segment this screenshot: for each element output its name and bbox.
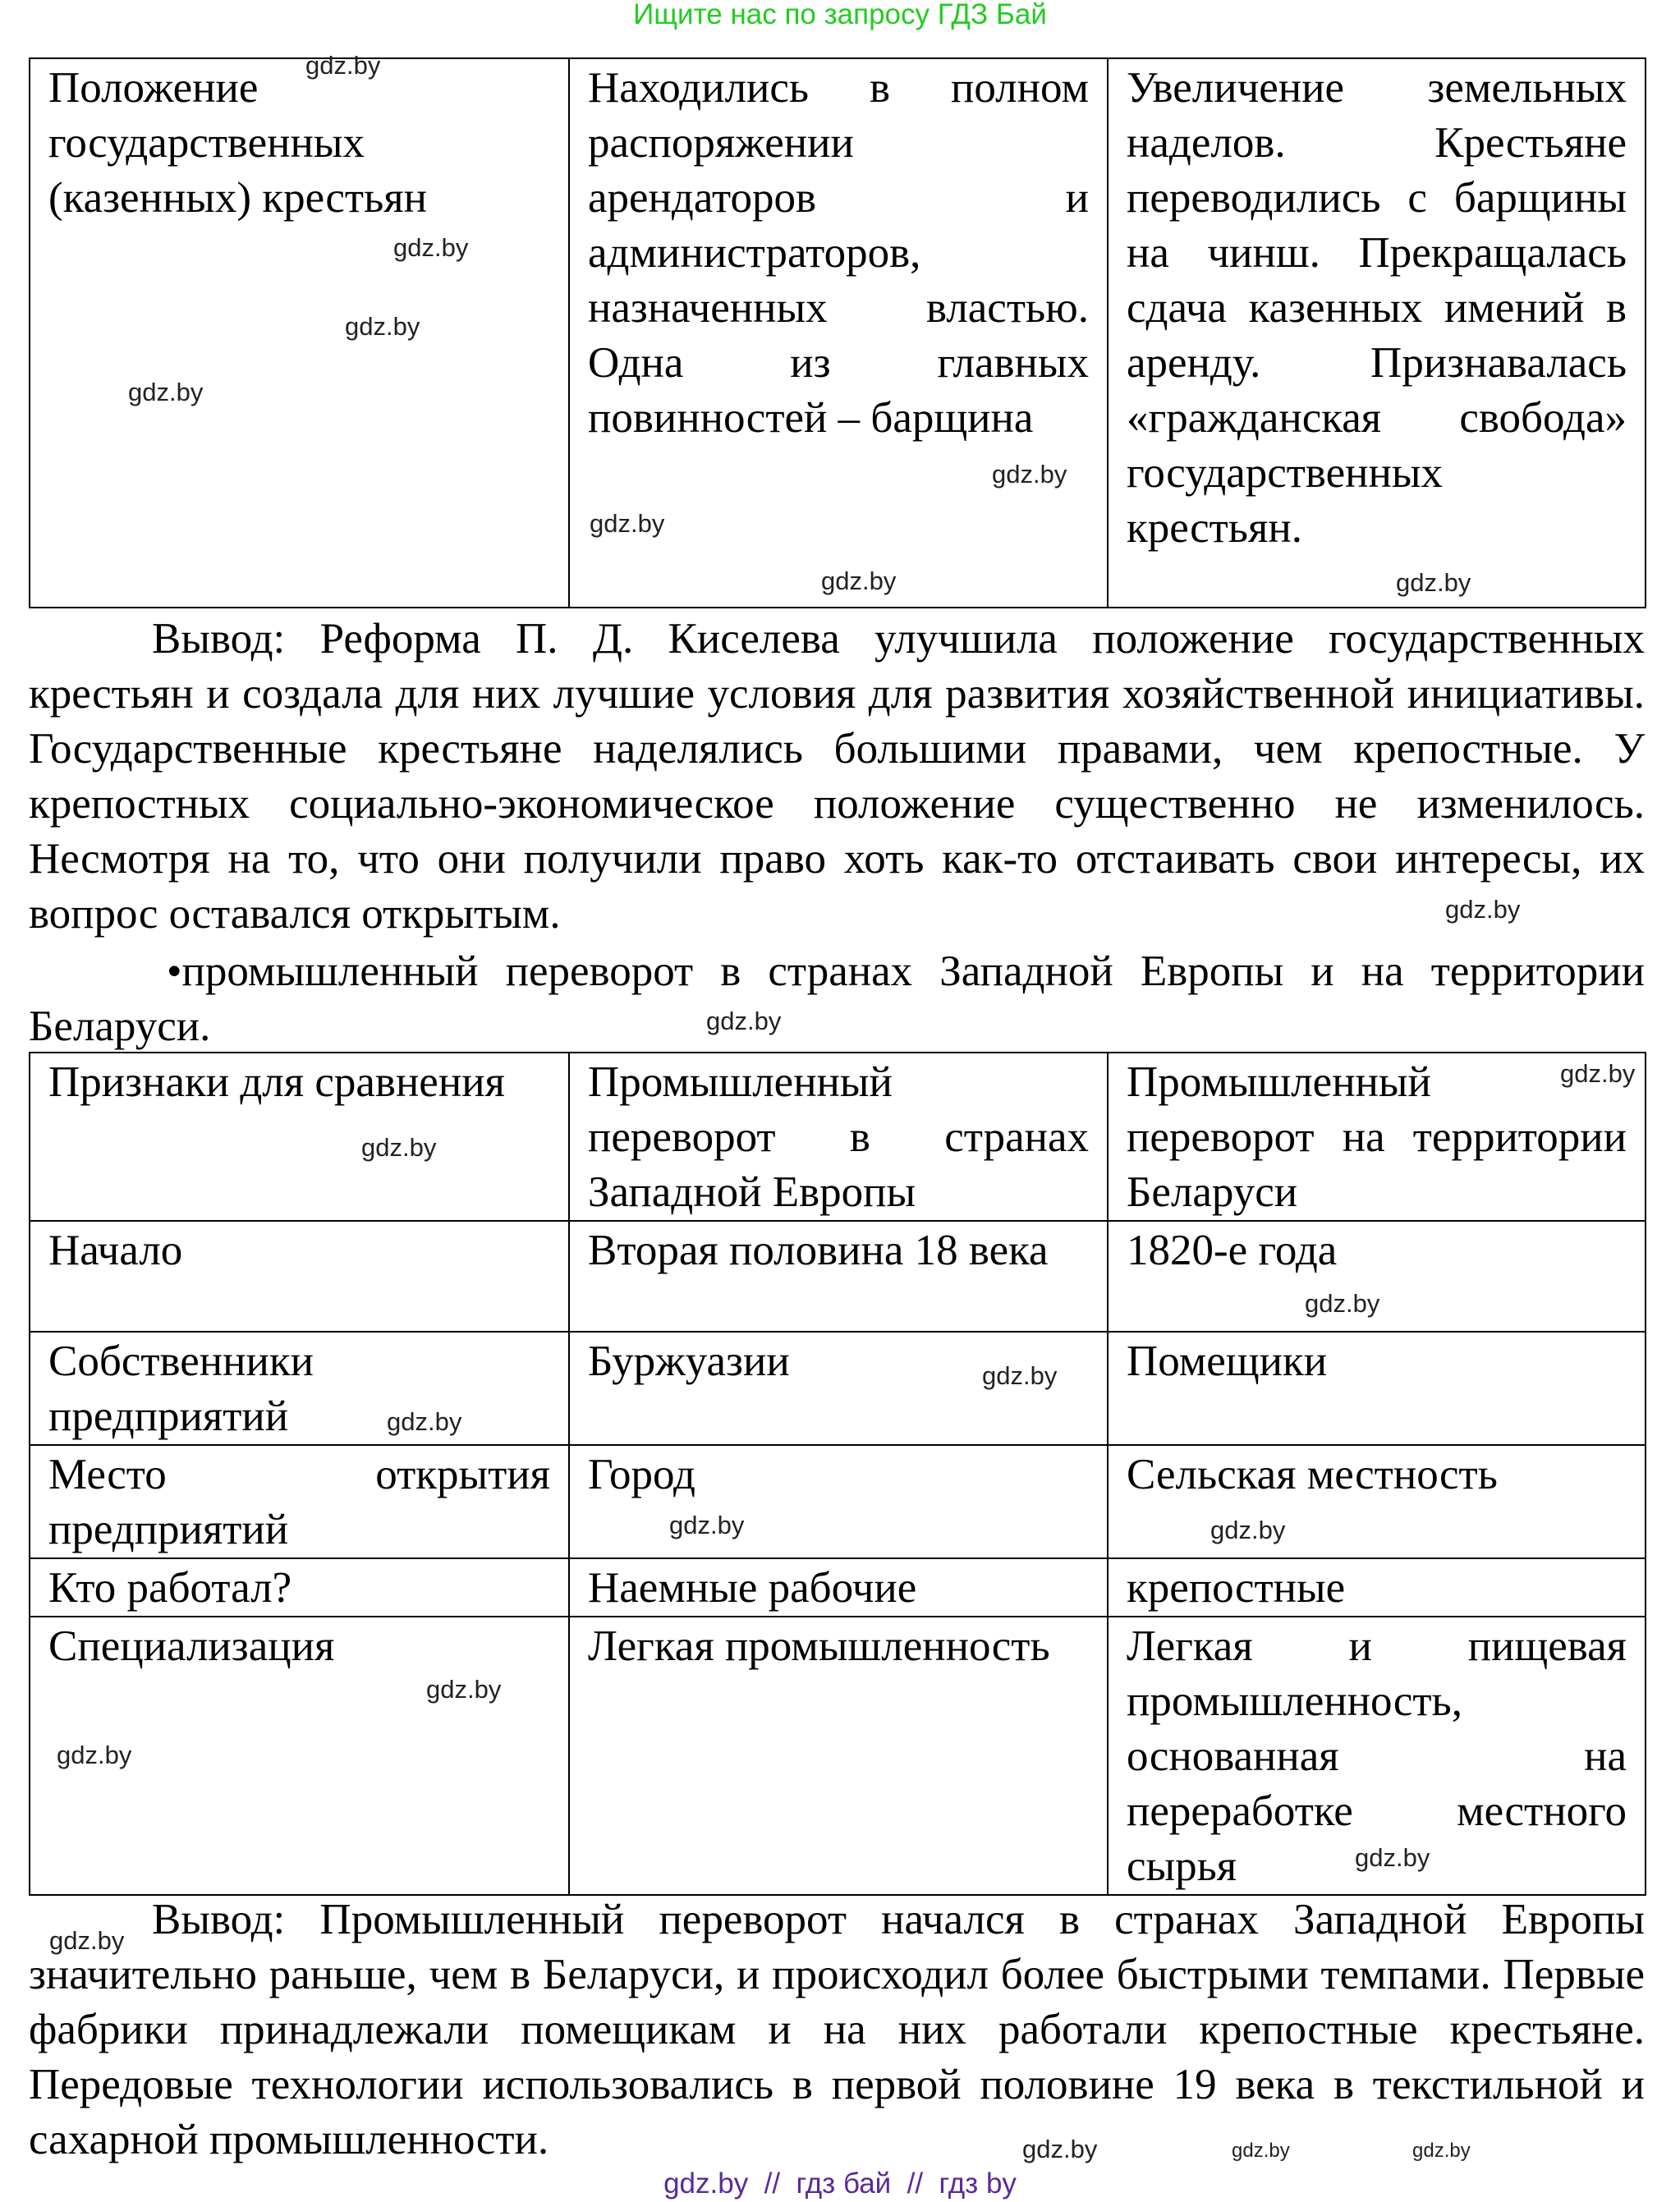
watermark: gdz.by xyxy=(1210,1516,1286,1544)
table-header-cell: Признаки для сравнения xyxy=(30,1053,569,1221)
watermark: gdz.by xyxy=(1412,2140,1471,2162)
watermark: gdz.by xyxy=(49,1926,125,1955)
table-row xyxy=(30,58,1646,608)
table-row xyxy=(30,1221,1646,1332)
watermark: gdz.by xyxy=(1305,1289,1380,1318)
table-cell: Начало xyxy=(30,1221,569,1332)
conclusion-paragraph-2: Вывод: Промышленный переворот начался в странах Западной Европы значительно раньше, чем в Беларуси, и происходил более быстрыми темпами. Первые фабрики принадлежали помещикам и на них работали крепостные крестьяне. Передовые технологии использовались в первой половине 19 века в текстильной и сахарной промышленности. xyxy=(29,1896,1645,2163)
watermark: gdz.by xyxy=(706,1007,782,1035)
watermark: gdz.by xyxy=(426,1675,502,1704)
watermark: gdz.by xyxy=(57,1741,132,1769)
watermark: gdz.by xyxy=(361,1133,437,1162)
industrial-revolution-table xyxy=(29,1052,1646,1896)
table-cell: Город xyxy=(569,1445,1108,1558)
header-banner: Ищите нас по запросу ГДЗ Бай xyxy=(633,0,1047,30)
table-cell: Буржуазии xyxy=(569,1332,1108,1445)
table-cell: Находились в полном распоряжении арендаторов и администраторов, назначенных властью. Одна из главных повинностей – барщина xyxy=(569,58,1108,608)
watermark: gdz.by xyxy=(393,233,469,262)
watermark: gdz.by xyxy=(305,51,381,80)
watermark: gdz.by xyxy=(387,1407,462,1436)
conclusion-paragraph-1: Вывод: Реформа П. Д. Киселева улучшила положение государственных крестьян и создала для них лучшие условия для развития хозяйственной инициативы. Государственные крестьяне наделялись большими правами, чем крепостные. У крепостных социально-экономическое положение существенно не изменилось. Несмотря на то, что они получили право хоть как-то отстаивать свои интересы, их вопрос оставался открытым. xyxy=(29,615,1645,938)
table-cell: Положение государственных (казенных) крестьян xyxy=(30,58,569,608)
table-cell: крепостные xyxy=(1108,1558,1646,1617)
watermark: gdz.by xyxy=(992,460,1067,489)
watermark: gdz.by xyxy=(1355,1843,1430,1872)
watermark: gdz.by xyxy=(669,1511,745,1539)
table-cell: Помещики xyxy=(1108,1332,1646,1445)
watermark: gdz.by xyxy=(821,567,897,595)
watermark: gdz.by xyxy=(982,1361,1058,1390)
table-row xyxy=(30,1332,1646,1445)
watermark: gdz.by xyxy=(128,378,204,406)
watermark: gdz.by xyxy=(590,509,665,538)
table-header-cell: Промышленный переворот на территории Беларуси xyxy=(1108,1053,1646,1221)
peasants-table xyxy=(29,57,1646,608)
watermark: gdz.by xyxy=(1445,895,1521,924)
watermark: gdz.by xyxy=(1232,2140,1290,2162)
table-cell: Наемные рабочие xyxy=(569,1558,1108,1617)
table-header-cell: Промышленный переворот в странах Западной Европы xyxy=(569,1053,1108,1221)
table-cell: Увеличение земельных наделов. Крестьяне переводились с барщины на чинш. Прекращалась сдача казенных имений в аренду. Признавалась «гражданская свобода» государственных крестьян. xyxy=(1108,58,1646,608)
table-cell: Специализация xyxy=(30,1617,569,1895)
table-cell: Вторая половина 18 века xyxy=(569,1221,1108,1332)
table-row xyxy=(30,1558,1646,1617)
table-cell: Кто работал? xyxy=(30,1558,569,1617)
watermark: gdz.by xyxy=(345,312,420,341)
table-header-row xyxy=(30,1053,1646,1221)
footer-links: gdz.by // гдз бай // гдз by xyxy=(663,2168,1017,2200)
table-row xyxy=(30,1445,1646,1558)
table-cell: 1820-е года xyxy=(1108,1221,1646,1332)
table-cell: Собственники предприятий xyxy=(30,1332,569,1445)
watermark: gdz.by xyxy=(1560,1059,1636,1088)
watermark: gdz.by xyxy=(1396,568,1471,597)
table-cell: Место открытия предприятий xyxy=(30,1445,569,1558)
watermark: gdz.by xyxy=(1022,2135,1098,2163)
bullet-heading: •промышленный переворот в странах Западной Европы и на территории Беларуси. xyxy=(29,947,1645,1050)
table-cell: Легкая и пищевая промышленность, основанная на переработке местного сырья xyxy=(1108,1617,1646,1895)
table-cell: Легкая промышленность xyxy=(569,1617,1108,1895)
table-cell: Сельская местность xyxy=(1108,1445,1646,1558)
